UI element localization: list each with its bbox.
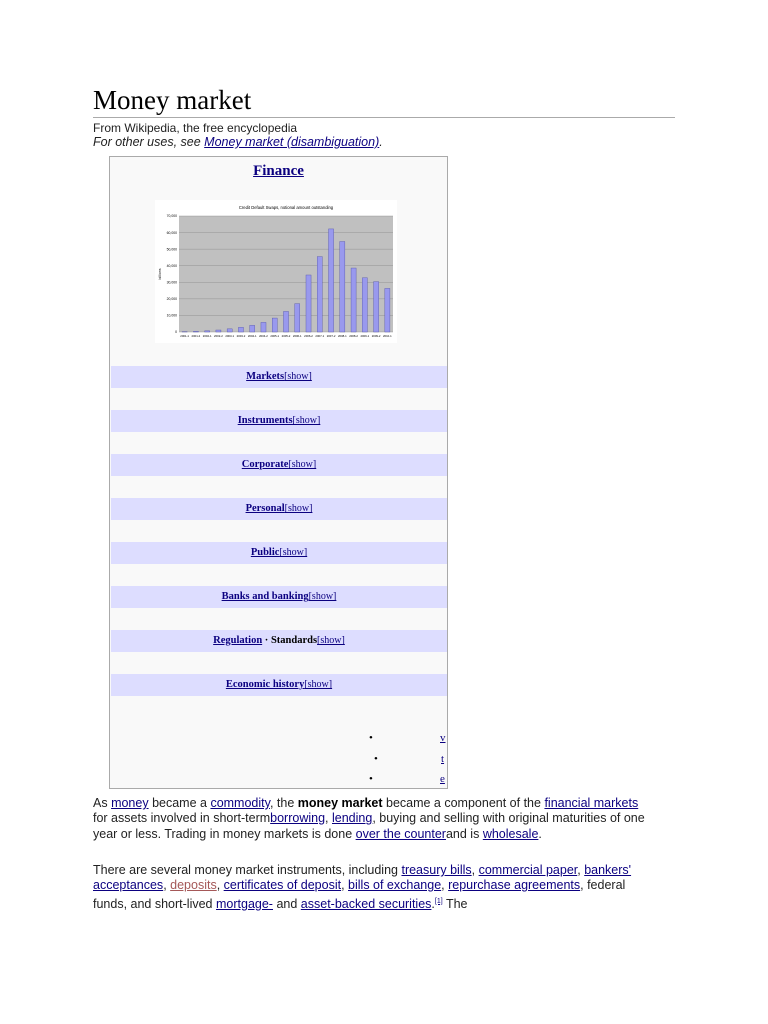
x-tick-label: 2004-1 bbox=[247, 334, 257, 338]
financial-markets-link[interactable]: financial markets bbox=[544, 796, 639, 810]
y-tick-label: 20,000 bbox=[166, 297, 177, 302]
group-name[interactable]: Corporate bbox=[241, 459, 289, 470]
wholesale-link[interactable]: wholesale bbox=[482, 826, 539, 841]
x-tick-label: 2009-1 bbox=[360, 334, 370, 338]
text: , bbox=[341, 878, 349, 893]
x-tick-label: 2004-2 bbox=[259, 334, 268, 338]
text: There are several money market instruments, including bbox=[93, 863, 402, 877]
paragraph-1 bbox=[93, 796, 653, 842]
deposits-link[interactable]: deposits bbox=[170, 878, 217, 893]
text: The bbox=[442, 896, 468, 911]
text: became a bbox=[148, 796, 211, 810]
treasury-bills-link[interactable]: treasury bills bbox=[401, 863, 472, 877]
group-name[interactable]: Regulation bbox=[213, 635, 263, 646]
y-tick-label: 60,000 bbox=[166, 230, 177, 235]
text: . bbox=[431, 896, 435, 911]
group-name[interactable]: Economic history bbox=[225, 679, 305, 690]
cds-chart bbox=[155, 200, 397, 343]
text: , buying and selling with original maturities of one year or less. Trading in money markets is done bbox=[93, 811, 645, 841]
x-tick-label: 2010-1 bbox=[383, 334, 392, 338]
group-name[interactable]: Markets bbox=[246, 371, 285, 382]
group-name[interactable]: Public bbox=[250, 547, 280, 558]
text: , bbox=[163, 878, 171, 893]
mortgage-link[interactable]: mortgage- bbox=[216, 896, 273, 911]
navbox-group-corporate[interactable] bbox=[111, 454, 447, 476]
text: for assets involved in short-term bbox=[93, 811, 271, 826]
bills-of-exchange-link[interactable]: bills of exchange bbox=[348, 878, 442, 893]
view-template-link[interactable]: v bbox=[440, 732, 446, 744]
commercial-paper-link[interactable]: commercial paper bbox=[478, 863, 578, 877]
hatnote-prefix: For other uses, see bbox=[93, 135, 205, 149]
x-tick-label: 2002-1 bbox=[202, 334, 212, 338]
x-tick-label: 2006-2 bbox=[304, 334, 313, 338]
bar bbox=[317, 257, 322, 332]
x-tick-label: 2001-2 bbox=[191, 334, 201, 338]
navbox-group-regulation[interactable] bbox=[111, 630, 447, 652]
navbox-group-economic-history[interactable] bbox=[111, 674, 447, 696]
borrowing-link[interactable]: borrowing bbox=[270, 811, 326, 826]
chart-title: Credit Default Swaps, notional amount outstanding bbox=[238, 205, 334, 210]
text: became a component of the bbox=[382, 796, 545, 810]
show-toggle[interactable]: [show] bbox=[304, 679, 333, 690]
bar bbox=[306, 275, 311, 332]
certificates-of-deposit-link[interactable]: certificates of deposit bbox=[223, 878, 342, 893]
text: , bbox=[325, 811, 332, 826]
x-tick-label: 2002-2 bbox=[214, 334, 223, 338]
bar bbox=[261, 322, 266, 332]
show-toggle[interactable]: [show] bbox=[284, 371, 312, 382]
repurchase-agreements-link[interactable]: repurchase agreements bbox=[448, 878, 581, 893]
money-link[interactable]: money bbox=[111, 796, 149, 810]
cds-chart-image bbox=[155, 200, 397, 343]
title-divider bbox=[93, 117, 675, 118]
x-tick-label: 2008-2 bbox=[349, 334, 358, 338]
x-tick-label: 2006-1 bbox=[292, 334, 302, 338]
group-name[interactable]: Instruments bbox=[237, 415, 293, 426]
x-tick-label: 2005-1 bbox=[270, 334, 280, 338]
text: . bbox=[538, 826, 542, 841]
text: and bbox=[272, 896, 301, 911]
x-tick-label: 2007-1 bbox=[315, 334, 325, 338]
bullet: • bbox=[369, 732, 373, 744]
group-separator: · bbox=[262, 635, 271, 646]
y-tick-label: 40,000 bbox=[166, 263, 177, 268]
bar bbox=[295, 304, 300, 332]
x-tick-label: 2005-2 bbox=[281, 334, 291, 338]
show-toggle[interactable]: [show] bbox=[284, 503, 313, 514]
bold-term: money market bbox=[297, 796, 383, 810]
text: and is bbox=[445, 826, 483, 841]
lending-link[interactable]: lending bbox=[332, 811, 373, 826]
bankers-acceptances-link[interactable]: bankers' acceptances bbox=[93, 863, 632, 893]
finance-navbox bbox=[109, 156, 448, 789]
show-toggle[interactable]: [show] bbox=[317, 635, 345, 646]
edit-template-link[interactable]: e bbox=[440, 773, 445, 785]
bar bbox=[385, 288, 390, 332]
y-tick-label: 70,000 bbox=[166, 214, 177, 219]
y-tick-label: 30,000 bbox=[166, 280, 177, 285]
bar bbox=[340, 242, 345, 332]
group-name-2: Standards bbox=[270, 635, 318, 646]
bar bbox=[362, 278, 367, 332]
hatnote-suffix: . bbox=[379, 135, 383, 149]
show-toggle[interactable]: [show] bbox=[279, 547, 308, 558]
over-the-counter-link[interactable]: over the counter bbox=[355, 826, 446, 841]
navbox-group-instruments[interactable] bbox=[111, 410, 447, 432]
show-toggle[interactable]: [show] bbox=[288, 459, 317, 470]
navbox-group-markets[interactable] bbox=[111, 366, 447, 388]
bar bbox=[272, 318, 277, 332]
y-tick-label: 10,000 bbox=[166, 313, 177, 318]
asset-backed-securities-link[interactable]: asset-backed securities bbox=[300, 896, 432, 911]
y-tick-label: 0 bbox=[175, 330, 177, 335]
show-toggle[interactable]: [show] bbox=[292, 415, 321, 426]
y-axis-label: billions bbox=[158, 268, 162, 280]
bar bbox=[216, 330, 221, 332]
bullet: • bbox=[374, 753, 378, 765]
bar bbox=[283, 311, 288, 332]
x-tick-label: 2003-1 bbox=[225, 334, 235, 338]
x-tick-label: 2003-2 bbox=[236, 334, 246, 338]
bar bbox=[238, 327, 243, 332]
bullet: • bbox=[369, 773, 373, 785]
group-name[interactable]: Personal bbox=[245, 503, 285, 514]
navbox-group-public[interactable] bbox=[111, 542, 447, 564]
x-tick-label: 2001-1 bbox=[180, 334, 189, 338]
bar bbox=[193, 331, 198, 332]
site-tagline: From Wikipedia, the free encyclopedia bbox=[93, 121, 298, 135]
text: As bbox=[93, 796, 112, 810]
navbox-title bbox=[110, 163, 447, 180]
bar bbox=[351, 268, 356, 332]
text: , bbox=[471, 863, 479, 877]
bar bbox=[250, 325, 255, 332]
commodity-link[interactable]: commodity bbox=[210, 796, 270, 810]
navbox-group-personal[interactable] bbox=[111, 498, 447, 520]
bar bbox=[374, 282, 379, 332]
y-tick-label: 50,000 bbox=[166, 247, 177, 252]
bar bbox=[205, 331, 210, 332]
group-name[interactable]: Banks and banking bbox=[221, 591, 309, 602]
hatnote bbox=[93, 135, 383, 149]
show-toggle[interactable]: [show] bbox=[308, 591, 337, 602]
text: , bbox=[216, 878, 224, 893]
x-tick-label: 2008-1 bbox=[337, 334, 347, 338]
paragraph-2 bbox=[93, 863, 653, 912]
finance-link[interactable]: Finance bbox=[253, 163, 304, 179]
text: , bbox=[577, 863, 585, 877]
bar bbox=[329, 229, 334, 332]
citation-link[interactable]: [1] bbox=[434, 897, 443, 905]
talk-template-link[interactable]: t bbox=[441, 753, 445, 765]
text: , the bbox=[269, 796, 298, 810]
x-tick-label: 2007-2 bbox=[326, 334, 336, 338]
text: , federal funds, and short-lived bbox=[93, 878, 626, 911]
x-tick-label: 2009-2 bbox=[371, 334, 381, 338]
bar bbox=[227, 329, 232, 332]
navbox-group-banks[interactable] bbox=[111, 586, 447, 608]
text: , bbox=[441, 878, 449, 893]
page-title: Money market bbox=[93, 85, 252, 115]
disambiguation-link[interactable]: Money market (disambiguation) bbox=[204, 135, 380, 149]
